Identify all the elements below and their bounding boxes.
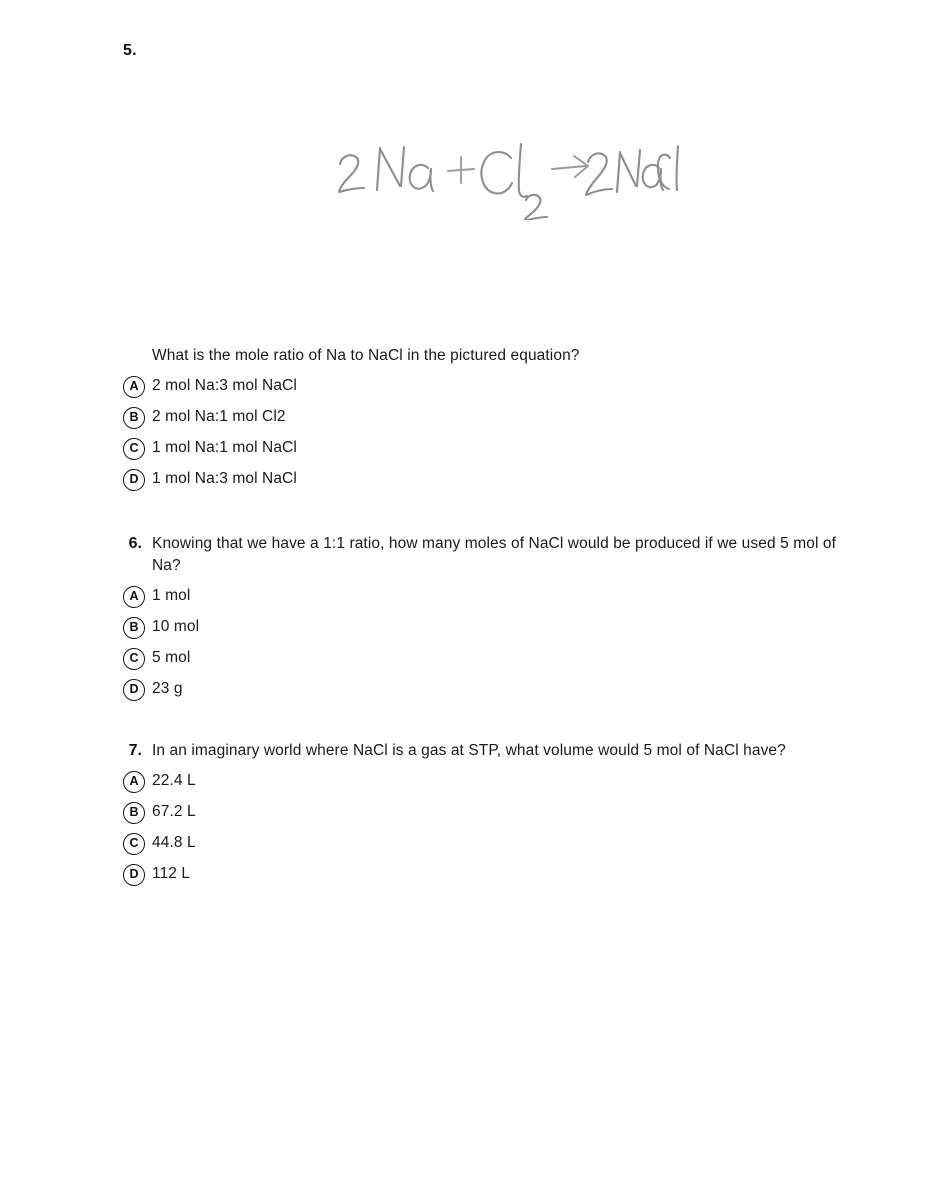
option-letter-badge[interactable]: C <box>123 648 145 670</box>
option-letter-badge[interactable]: D <box>123 679 145 701</box>
option-label: 1 mol Na:3 mol NaCl <box>152 470 297 487</box>
option-letter-badge[interactable]: B <box>123 617 145 639</box>
option-letter-badge[interactable]: A <box>123 586 145 608</box>
option-row[interactable] <box>0 435 926 466</box>
option-row[interactable] <box>0 861 926 892</box>
question-block-6 <box>0 533 926 707</box>
option-letter-badge[interactable]: C <box>123 833 145 855</box>
option-row[interactable] <box>0 373 926 404</box>
option-row[interactable] <box>0 583 926 614</box>
question-prompt: In an imaginary world where NaCl is a gas at STP, what volume would 5 mol of NaCl have? <box>152 742 786 759</box>
option-letter-badge[interactable]: A <box>123 376 145 398</box>
option-label: 2 mol Na:1 mol Cl2 <box>152 408 286 425</box>
question-block-7 <box>0 740 926 892</box>
section-number: 5. <box>123 42 137 59</box>
option-row[interactable] <box>0 404 926 435</box>
option-list <box>0 583 926 707</box>
option-row[interactable] <box>0 830 926 861</box>
question-prompt: What is the mole ratio of Na to NaCl in the pictured equation? <box>152 347 580 364</box>
option-label: 44.8 L <box>152 834 196 851</box>
option-letter-badge[interactable]: A <box>123 771 145 793</box>
option-label: 1 mol Na:1 mol NaCl <box>152 439 297 456</box>
option-letter-badge[interactable]: B <box>123 407 145 429</box>
question-prompt: Knowing that we have a 1:1 ratio, how many moles of NaCl would be produced if we used 5 mol of Na? <box>152 535 837 574</box>
option-row[interactable] <box>0 466 926 497</box>
option-label: 23 g <box>152 680 183 697</box>
option-letter-badge[interactable]: B <box>123 802 145 824</box>
handwritten-equation-image <box>330 128 690 220</box>
question-header <box>0 345 926 367</box>
option-list <box>0 768 926 892</box>
option-label: 22.4 L <box>152 772 196 789</box>
question-header <box>0 533 926 577</box>
question-number: 7. <box>128 742 142 759</box>
option-label: 1 mol <box>152 587 191 604</box>
option-label: 67.2 L <box>152 803 196 820</box>
option-letter-badge[interactable]: D <box>123 864 145 886</box>
question-block-5 <box>0 345 926 497</box>
option-row[interactable] <box>0 768 926 799</box>
option-row[interactable] <box>0 614 926 645</box>
option-row[interactable] <box>0 676 926 707</box>
option-letter-badge[interactable]: D <box>123 469 145 491</box>
option-letter-badge[interactable]: C <box>123 438 145 460</box>
option-label: 112 L <box>152 865 191 882</box>
option-list <box>0 373 926 497</box>
option-row[interactable] <box>0 799 926 830</box>
option-row[interactable] <box>0 645 926 676</box>
option-label: 10 mol <box>152 618 200 635</box>
option-label: 5 mol <box>152 649 191 666</box>
option-label: 2 mol Na:3 mol NaCl <box>152 377 297 394</box>
question-number: 6. <box>128 535 142 552</box>
question-header <box>0 740 926 762</box>
